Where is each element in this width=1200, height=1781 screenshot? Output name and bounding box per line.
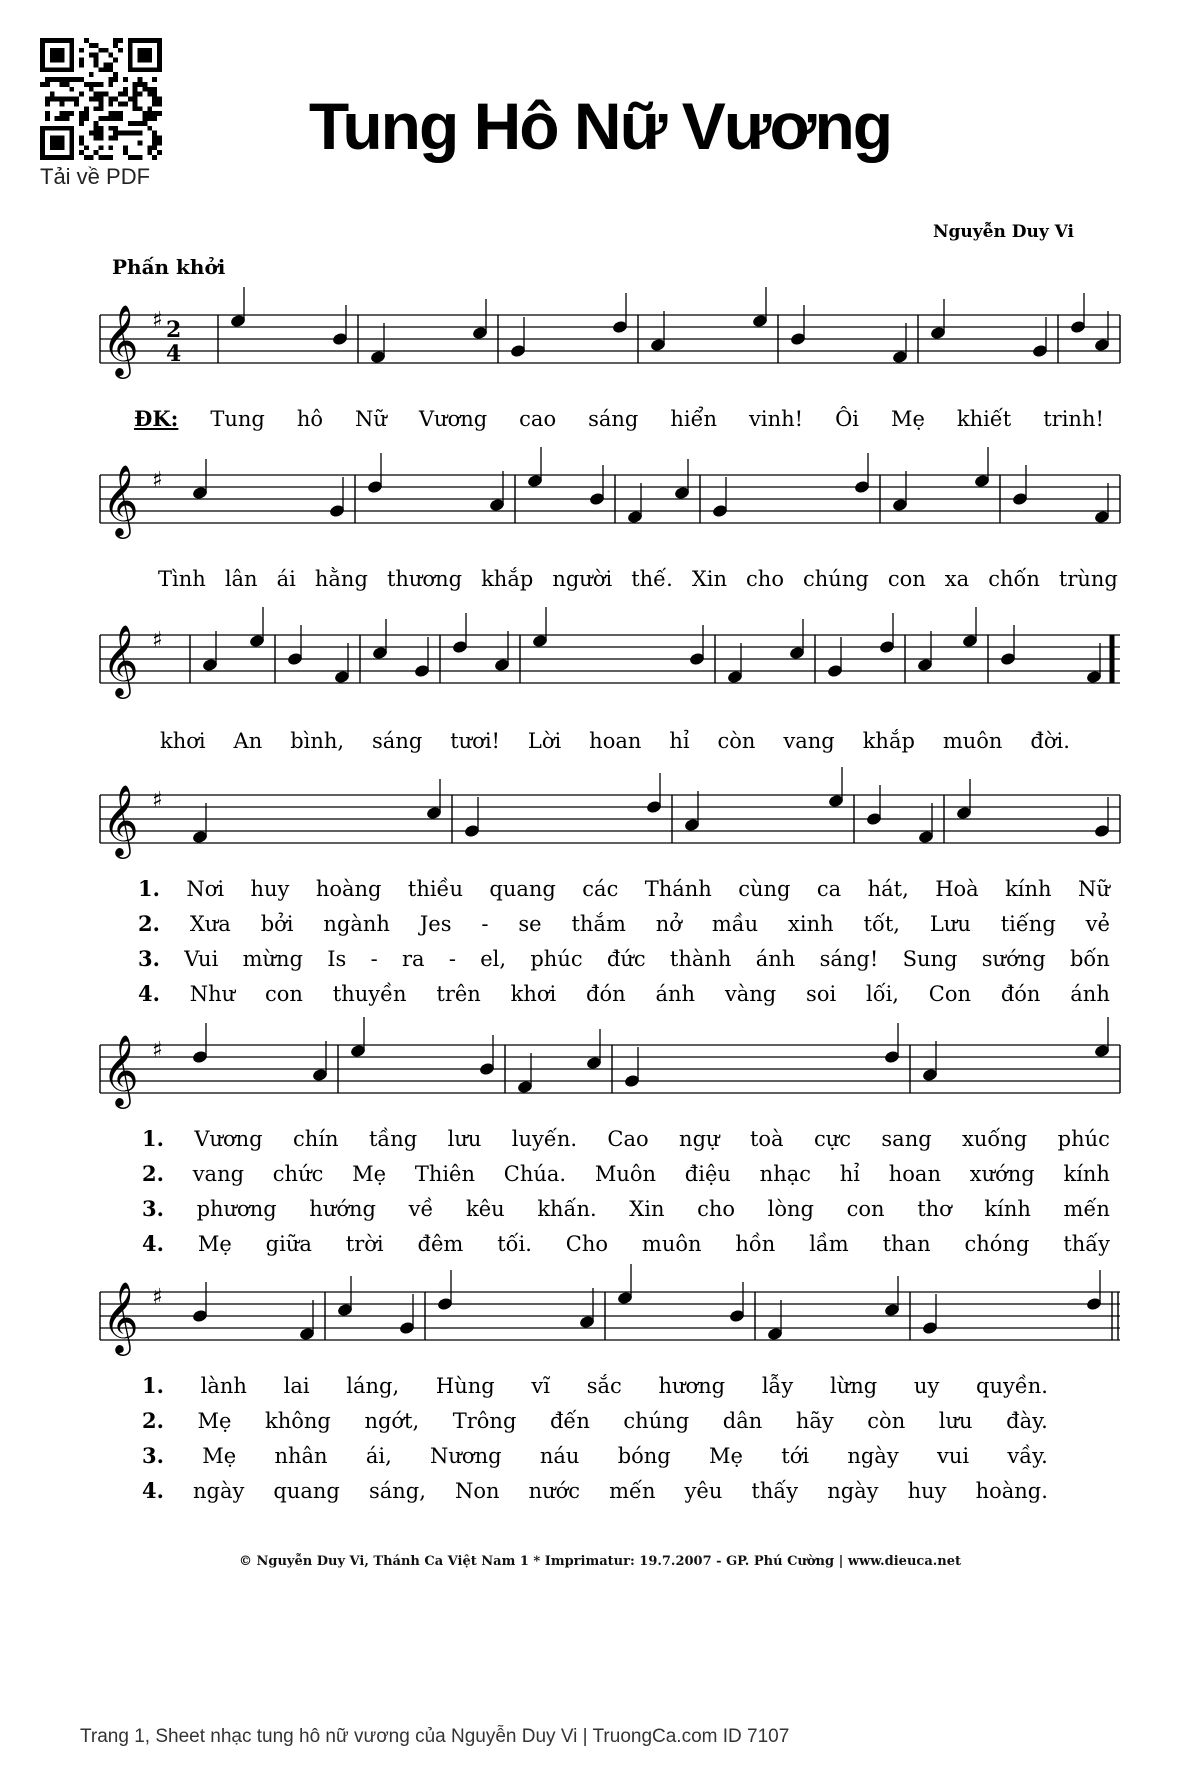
verse-number: 1. <box>142 1126 164 1151</box>
svg-text:𝄞: 𝄞 <box>102 623 139 696</box>
key-signature <box>152 628 163 653</box>
lyric-word: khắp <box>862 729 915 753</box>
verse-number: 3. <box>142 1196 164 1221</box>
key-signature <box>152 308 163 333</box>
notes <box>230 287 1109 364</box>
lyric-word: hiển <box>670 407 718 431</box>
lyric-word: Vương <box>418 407 488 431</box>
lyric-word: Lời <box>527 729 562 753</box>
staff-lines <box>100 315 1120 363</box>
staff-lines <box>100 795 1120 843</box>
verse-number: 4. <box>142 1231 164 1256</box>
lyric-word: Tung <box>210 407 265 431</box>
verse-b-lyric-line-1: 1. Vương chín tầng lưu luyến. Cao ngự toà cực sang xuống phúc <box>142 1126 1110 1151</box>
lyric-word: sáng <box>372 729 423 753</box>
verse-b-lyric-line-3: 3. phương hướng về kêu khấn. Xin cho lòng con thơ kính mến <box>142 1196 1110 1221</box>
page-footer-info: Trang 1, Sheet nhạc tung hô nữ vương của Nguyễn Duy Vi | TruongCa.com ID 7107 <box>80 1726 790 1747</box>
lyric-word: chúng <box>803 567 869 591</box>
svg-text:♯: ♯ <box>152 308 163 333</box>
svg-text:𝄞: 𝄞 <box>102 783 139 856</box>
lyric-word: Mẹ <box>891 407 925 431</box>
key-signature <box>152 468 163 493</box>
lyric-word: chốn <box>988 567 1040 591</box>
lyric-word: Nữ <box>354 407 387 431</box>
lyric-word: An <box>233 729 263 753</box>
tempo-marking: Phấn khởi <box>112 255 226 279</box>
svg-text:𝄞: 𝄞 <box>102 303 139 376</box>
treble-clef <box>102 463 139 539</box>
lyric-word: lân <box>224 567 258 591</box>
lyric-word: sáng <box>588 407 639 431</box>
lyric-word: hoan <box>589 729 642 753</box>
verse-c-lyric-line-1: 1. lành lai láng, Hùng vĩ sắc hương lẫy lừng uy quyền. <box>142 1373 1048 1398</box>
verse-lyric-line-4: 4. Như con thuyền trên khơi đón ánh vàng soi lối, Con đón ánh <box>138 981 1110 1006</box>
verse-number: 2. <box>142 1408 164 1433</box>
svg-text:𝄞: 𝄞 <box>102 1280 139 1353</box>
lyric-word: cho <box>746 567 784 591</box>
verse-lyric-line-1: 1. Nơi huy hoàng thiều quang các Thánh cùng ca hát, Hoà kính Nữ <box>138 876 1110 901</box>
music-staff-system-1 <box>100 275 1120 395</box>
notes <box>192 1264 1101 1341</box>
notes <box>202 607 1101 684</box>
refrain-lyric-line-2 <box>158 567 1118 597</box>
lyric-word: khắp <box>481 567 534 591</box>
lyric-word: trinh! <box>1043 407 1104 431</box>
staff-lines <box>100 475 1120 523</box>
verse-number: 3. <box>138 946 160 971</box>
verse-lyric-line-3: 3. Vui mừng Is - ra - el, phúc đức thành ánh sáng! Sung sướng bốn <box>138 946 1110 971</box>
svg-text:♯: ♯ <box>152 788 163 813</box>
lyric-word: bình, <box>290 729 345 753</box>
music-staff-system-5 <box>100 1005 1120 1125</box>
staff-lines <box>100 1292 1120 1340</box>
notes <box>192 767 1109 844</box>
treble-clef <box>102 623 139 699</box>
music-staff-system-2 <box>100 435 1120 555</box>
lyric-word: còn <box>717 729 756 753</box>
treble-clef <box>102 783 139 859</box>
lyric-word: xa <box>944 567 970 591</box>
svg-text:𝄞: 𝄞 <box>102 1033 139 1106</box>
lyric-word: Tình <box>158 567 206 591</box>
verse-lyric-line-2: 2. Xưa bởi ngành Jes - se thắm nở mầu xinh tốt, Lưu tiếng vẻ <box>138 911 1110 936</box>
verse-c-lyric-line-3: 3. Mẹ nhân ái, Nương náu bóng Mẹ tới ngày vui vầy. <box>142 1443 1048 1468</box>
verse-number: 2. <box>138 911 160 936</box>
lyric-word: vang <box>783 729 835 753</box>
lyric-word: hô <box>296 407 323 431</box>
lyric-word: hỉ <box>669 729 690 753</box>
lyric-word: Ôi <box>835 407 860 431</box>
lyric-word: Xin <box>691 567 728 591</box>
svg-text:𝄞: 𝄞 <box>102 463 139 536</box>
svg-text:2: 2 <box>166 317 182 343</box>
song-title: Tung Hô Nữ Vương <box>308 89 892 163</box>
lyric-word: thương <box>386 567 463 591</box>
music-staff-system-4 <box>100 755 1120 875</box>
notes <box>192 447 1109 524</box>
svg-text:4: 4 <box>166 341 182 367</box>
verse-b-lyric-line-4: 4. Mẹ giữa trời đêm tối. Cho muôn hồn lầm than chóng thấy <box>142 1231 1110 1256</box>
svg-text:♯: ♯ <box>152 1285 163 1310</box>
notes <box>192 1017 1109 1094</box>
copyright-credit: © Nguyễn Duy Vi, Thánh Ca Việt Nam 1 * Imprimatur: 19.7.2007 - GP. Phú Cường | www.dieuca.net <box>238 1554 961 1569</box>
key-signature <box>152 1285 163 1310</box>
music-staff-system-3 <box>100 595 1120 715</box>
lyric-word: trùng <box>1058 567 1118 591</box>
verse-number: 4. <box>142 1478 164 1503</box>
verse-number: 1. <box>138 876 160 901</box>
staff-lines <box>100 1045 1120 1093</box>
key-signature <box>152 788 163 813</box>
treble-clef <box>102 1280 139 1356</box>
verse-c-lyric-line-4: 4. ngày quang sáng, Non nước mến yêu thấy ngày huy hoàng. <box>142 1478 1048 1503</box>
verse-c-lyric-line-2: 2. Mẹ không ngớt, Trông đến chúng dân hãy còn lưu đày. <box>142 1408 1048 1433</box>
verse-number: 2. <box>142 1161 164 1186</box>
lyric-word: con <box>887 567 926 591</box>
verse-b-lyric-line-2: 2. vang chức Mẹ Thiên Chúa. Muôn điệu nhạc hỉ hoan xướng kính <box>142 1161 1110 1186</box>
music-staff-system-6 <box>100 1252 1120 1372</box>
lyric-word: ái <box>276 567 296 591</box>
lyric-word: người <box>552 567 613 591</box>
lyric-word: muôn <box>942 729 1003 753</box>
svg-text:♯: ♯ <box>152 628 163 653</box>
treble-clef <box>102 1033 139 1109</box>
lyric-word: hằng <box>314 567 368 591</box>
svg-text:♯: ♯ <box>152 468 163 493</box>
lyric-word: thế. <box>631 567 673 591</box>
lyric-word: đời. <box>1030 729 1070 753</box>
refrain-label: ĐK: <box>134 406 179 431</box>
lyric-word: khơi <box>160 729 206 753</box>
lyric-word: khiết <box>956 407 1012 431</box>
time-signature <box>166 317 181 367</box>
svg-text:♯: ♯ <box>152 1038 163 1063</box>
lyric-word: cao <box>519 407 557 431</box>
lyric-word: tươi! <box>450 729 500 753</box>
verse-number: 1. <box>142 1373 164 1398</box>
download-pdf-link[interactable]: Tải về PDF <box>40 164 151 189</box>
composer-name: Nguyễn Duy Vi <box>932 222 1074 242</box>
verse-number: 3. <box>142 1443 164 1468</box>
treble-clef <box>102 303 139 379</box>
key-signature <box>152 1038 163 1063</box>
refrain-lyric-line <box>134 406 1104 436</box>
lyric-word: vinh! <box>749 407 804 431</box>
verse-number: 4. <box>138 981 160 1006</box>
